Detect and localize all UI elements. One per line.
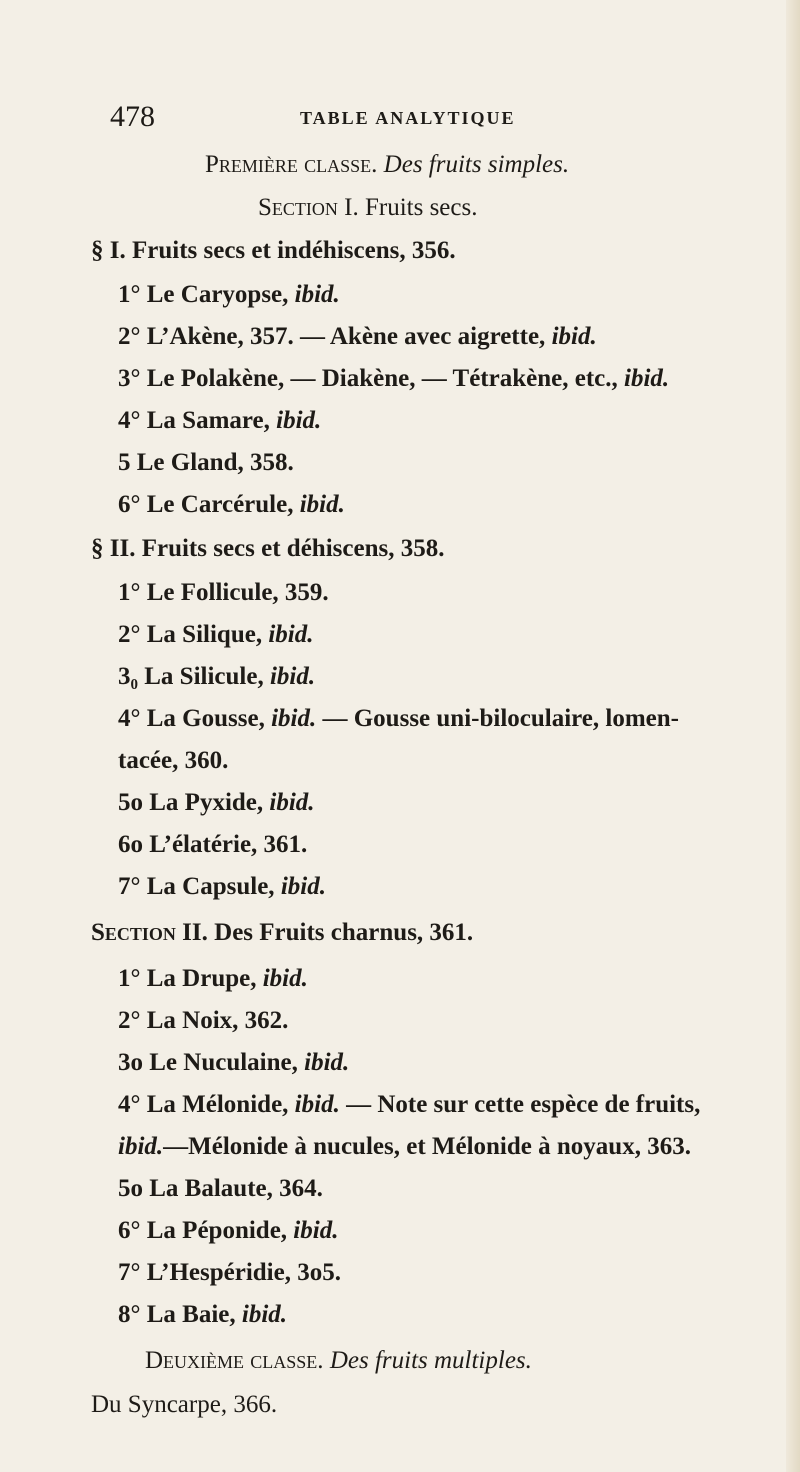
entry-line: 2° La Silique, ibid. <box>118 621 314 648</box>
entry-line: 6° La Péponide, ibid. <box>118 1217 339 1244</box>
entry-line: 6o L’élatérie, 361. <box>118 831 308 858</box>
entry-line: 1° La Drupe, ibid. <box>118 965 308 992</box>
entry-line: 7° L’Hespéridie, 3o5. <box>118 1259 341 1286</box>
entry-paragraph-2: § II. Fruits secs et déhiscens, 358. <box>91 535 445 562</box>
entry-line: 5o La Balaute, 364. <box>118 1175 323 1202</box>
entry-line: 3₀ La Silicule, ibid. <box>118 663 316 690</box>
heading-deuxieme-classe: Deuxième classe. Des fruits multiples. <box>145 1347 532 1374</box>
heading-section-1: Section I. Fruits secs. <box>258 194 478 221</box>
entry-paragraph-1: § I. Fruits secs et indéhiscens, 356. <box>91 237 456 264</box>
entry-line: 1° Le Caryopse, ibid. <box>118 281 340 308</box>
entry-line: 3° Le Polakène, — Diakène, — Tétrakène, etc., ibid. <box>118 365 670 392</box>
page-edge <box>786 0 800 1472</box>
entry-line: 2° L’Akène, 357. — Akène avec aigrette, ibid. <box>118 323 597 350</box>
entry-line: ibid.—Mélonide à nucules, et Mélonide à noyaux, 363. <box>118 1133 691 1160</box>
entry-line: 5o La Pyxide, ibid. <box>118 789 315 816</box>
entry-line: 6° Le Carcérule, ibid. <box>118 491 345 518</box>
entry-line: 8° La Baie, ibid. <box>118 1301 288 1328</box>
entry-line: tacée, 360. <box>118 747 229 774</box>
heading-section-2: Section II. Des Fruits charnus, 361. <box>91 919 474 946</box>
entry-line: 5 Le Gland, 358. <box>118 449 294 476</box>
entry-line: 4° La Samare, ibid. <box>118 407 322 434</box>
entry-line: 4° La Mélonide, ibid. — Note sur cette espèce de fruits, <box>118 1091 701 1118</box>
entry-line: 7° La Capsule, ibid. <box>118 873 326 900</box>
entry-line: 2° La Noix, 362. <box>118 1007 289 1034</box>
entry-line: 3o Le Nuculaine, ibid. <box>118 1049 350 1076</box>
entry-line: 4° La Gousse, ibid. — Gousse uni-biloculaire, lomen- <box>118 705 679 732</box>
running-head: TABLE ANALYTIQUE <box>300 108 516 128</box>
page-number: 478 <box>110 100 155 133</box>
entry-line: 1° Le Follicule, 359. <box>118 579 329 606</box>
heading-premiere-classe: Première classe. Des fruits simples. <box>205 151 570 178</box>
entry-syncarpe: Du Syncarpe, 366. <box>91 1391 278 1418</box>
